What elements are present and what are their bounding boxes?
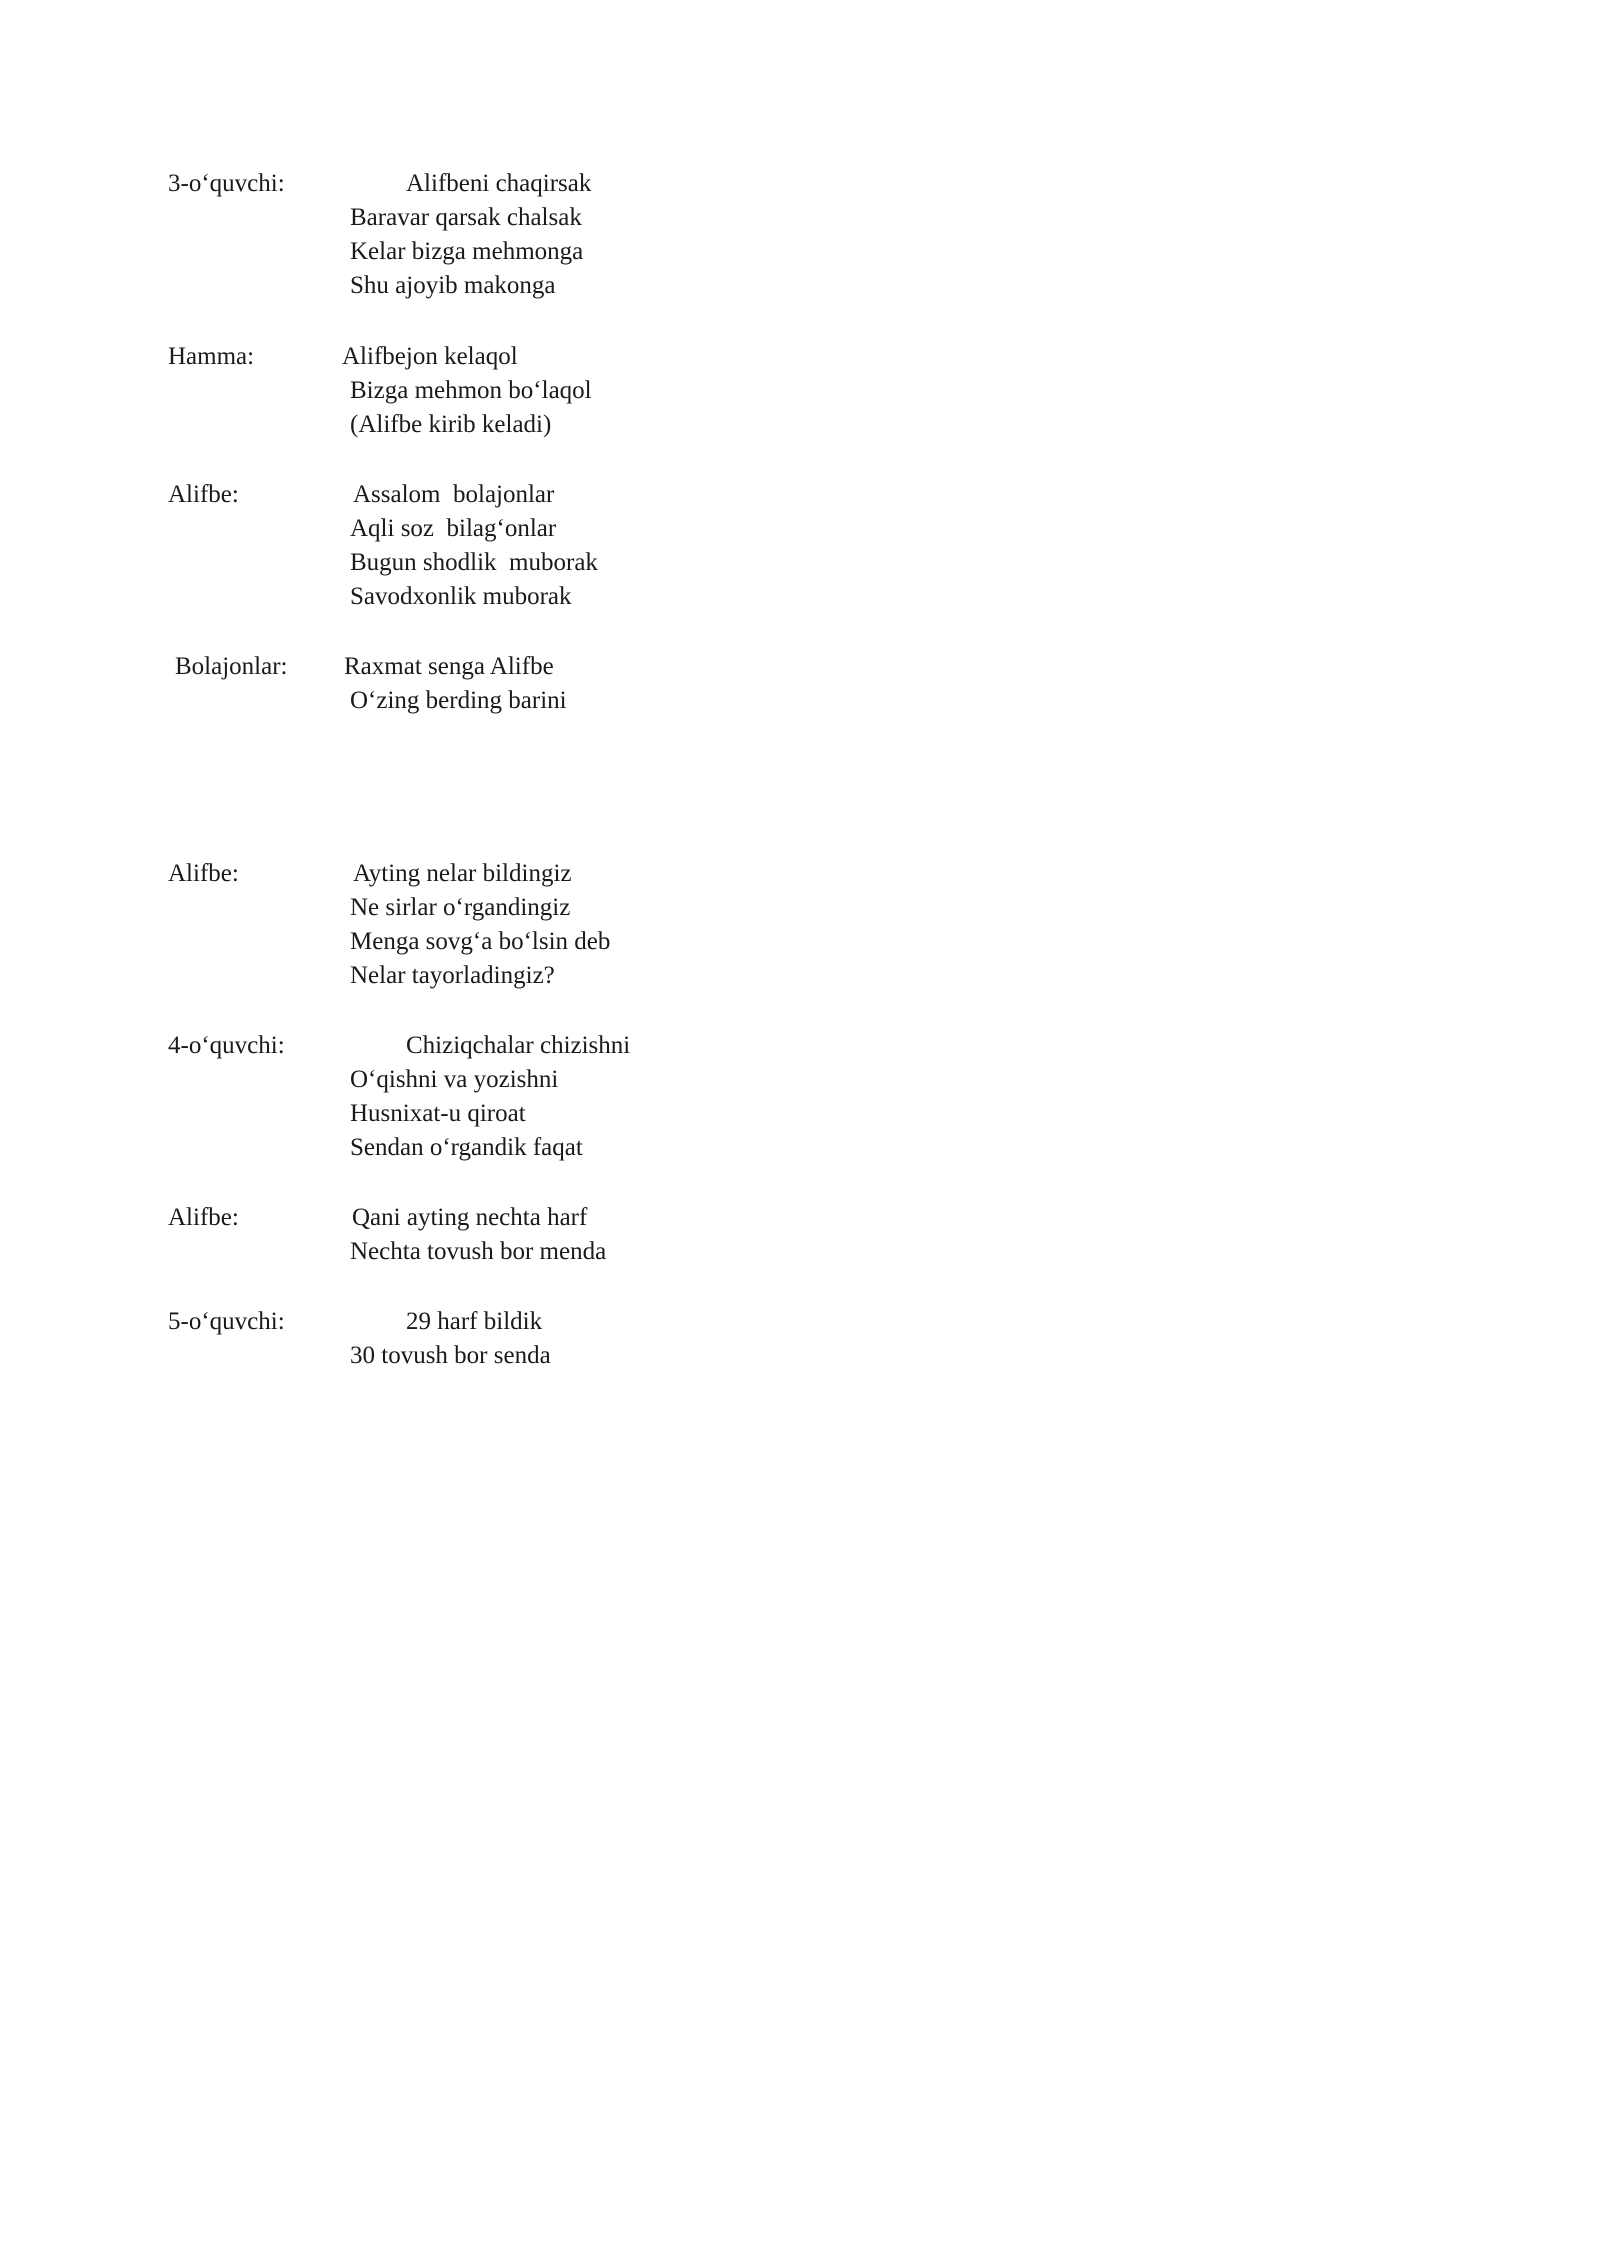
document-page <box>0 0 1105 1562</box>
speaker-label: Bolajonlar: <box>175 653 288 680</box>
verse-line: Alifbejon kelaqol <box>342 343 518 370</box>
verse-line: Menga sovg‘a bo‘lsin deb <box>350 928 611 955</box>
verse-line: 29 harf bildik <box>406 1308 543 1335</box>
verse-line: Husnixat-u qiroat <box>350 1100 526 1127</box>
speaker-label: Hamma: <box>168 343 255 370</box>
verse-line: Alifbeni chaqirsak <box>406 170 592 197</box>
verse-line: (Alifbe kirib keladi) <box>350 411 552 438</box>
verse-line: Shu ajoyib makonga <box>350 272 556 299</box>
verse-line: Kelar bizga mehmonga <box>350 238 584 265</box>
verse-line: Sendan o‘rgandik faqat <box>350 1134 583 1161</box>
speaker-label: 3-o‘quvchi: <box>168 170 285 197</box>
speaker-label: 5-o‘quvchi: <box>168 1308 285 1335</box>
speaker-label: Alifbe: <box>168 860 239 887</box>
speaker-label: Alifbe: <box>168 1204 239 1231</box>
verse-line: Bizga mehmon bo‘laqol <box>350 377 592 404</box>
verse-line: 30 tovush bor senda <box>350 1342 551 1369</box>
speaker-label: 4-o‘quvchi: <box>168 1032 285 1059</box>
verse-line: Ne sirlar o‘rgandingiz <box>350 894 571 921</box>
verse-line: Bugun shodlik muborak <box>350 549 598 576</box>
verse-line: Aqli soz bilag‘onlar <box>350 515 557 542</box>
verse-line: Savodxonlik muborak <box>350 583 572 610</box>
verse-line: O‘qishni va yozishni <box>350 1066 559 1093</box>
speaker-label: Alifbe: <box>168 481 239 508</box>
verse-line: Qani ayting nechta harf <box>352 1204 588 1231</box>
verse-line: Nechta tovush bor menda <box>350 1238 607 1265</box>
verse-line: Nelar tayorladingiz? <box>350 962 555 989</box>
verse-line: Raxmat senga Alifbe <box>344 653 554 680</box>
verse-line: O‘zing berding barini <box>350 687 567 714</box>
verse-line: Baravar qarsak chalsak <box>350 204 582 231</box>
verse-line: Assalom bolajonlar <box>353 481 555 508</box>
verse-line: Chiziqchalar chizishni <box>406 1032 631 1059</box>
verse-line: Ayting nelar bildingiz <box>353 860 572 887</box>
